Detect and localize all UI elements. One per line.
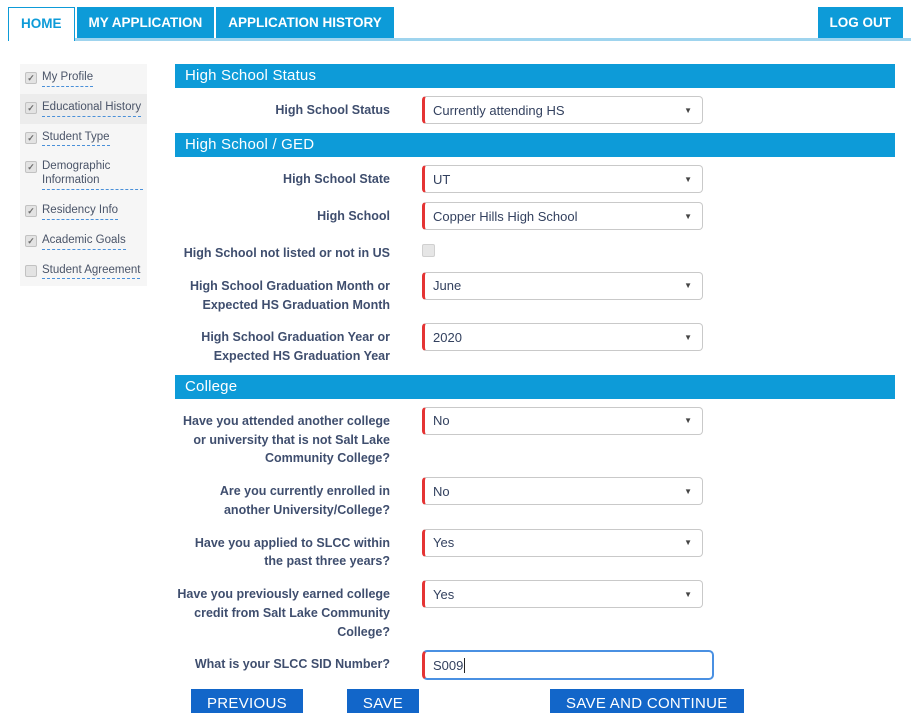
dropdown-arrow-icon: ▼: [684, 538, 692, 547]
select-value: 2020: [433, 329, 462, 345]
hs-not-listed-checkbox[interactable]: [422, 244, 435, 257]
sidebar-item-label: Student Agreement: [42, 264, 140, 280]
form-field-row: [175, 165, 895, 193]
save-button[interactable]: SAVE: [347, 689, 419, 713]
dropdown-arrow-icon: ▼: [684, 105, 692, 115]
select-value: Copper Hills High School: [433, 208, 578, 224]
tab-home[interactable]: HOME: [8, 7, 75, 41]
dropdown-arrow-icon: ▼: [684, 211, 692, 221]
form-field-row: [175, 477, 895, 520]
field-label: Have you applied to SLCC within the past three years?: [194, 535, 390, 569]
sidebar-item-label: My Profile: [42, 71, 93, 87]
field-label: High School: [317, 209, 390, 223]
attended-other-college-select[interactable]: [422, 407, 703, 435]
field-label: High School State: [283, 172, 390, 186]
checked-checkbox-icon: ✓: [25, 235, 37, 247]
section-header: High School Status: [175, 64, 895, 88]
application-form: [175, 64, 895, 713]
sidebar-item-my-profile[interactable]: [20, 64, 147, 94]
dropdown-arrow-icon: ▼: [684, 281, 692, 291]
field-label: Have you attended another college or university that is not Salt Lake Community College?: [183, 413, 390, 466]
select-value: June: [433, 278, 462, 294]
dropdown-arrow-icon: ▼: [684, 416, 692, 426]
previous-button[interactable]: PREVIOUS: [191, 689, 303, 713]
sidebar-item-demographic-information[interactable]: [20, 153, 147, 197]
sidebar-item-label: Student Type: [42, 131, 110, 147]
section-header: High School / GED: [175, 133, 895, 157]
high-school-select[interactable]: [422, 202, 703, 230]
high-school-state-select[interactable]: [422, 165, 703, 193]
dropdown-arrow-icon: ▼: [684, 486, 692, 496]
hs-graduation-year-select[interactable]: [422, 323, 703, 351]
field-label: High School Graduation Month or Expected HS Graduation Month: [190, 278, 390, 312]
field-label: Have you previously earned college credit from Salt Lake Community College?: [177, 587, 390, 639]
input-value: S009: [433, 657, 464, 673]
applied-slcc-past-three-years-select[interactable]: [422, 529, 703, 557]
select-value: No: [433, 483, 450, 499]
checked-checkbox-icon: ✓: [25, 102, 37, 114]
save-and-continue-button[interactable]: SAVE AND CONTINUE: [550, 689, 744, 713]
field-label: Are you currently enrolled in another University/College?: [219, 484, 390, 517]
field-label: High School Status: [275, 103, 390, 117]
select-value: Currently attending HS: [433, 102, 565, 118]
section-header: College: [175, 375, 895, 399]
checked-checkbox-icon: ✓: [25, 72, 37, 84]
text-caret: [464, 658, 465, 673]
form-field-row: [175, 529, 895, 572]
hs-graduation-month-select[interactable]: [422, 272, 703, 300]
tab-underline: [66, 38, 911, 41]
sidebar-item-residency-info[interactable]: [20, 197, 147, 227]
sidebar-item-label: Demographic Information: [42, 160, 143, 190]
sidebar-item-student-agreement[interactable]: [20, 257, 147, 287]
field-label: High School Graduation Year or Expected HS Graduation Year: [201, 330, 390, 363]
currently-enrolled-other-select[interactable]: [422, 477, 703, 505]
form-field-row: [175, 202, 895, 230]
form-field-row: [175, 272, 895, 315]
form-field-row: [175, 239, 895, 263]
dropdown-arrow-icon: ▼: [684, 589, 692, 599]
tab-application-history[interactable]: APPLICATION HISTORY: [216, 7, 394, 38]
high-school-status-select[interactable]: [422, 96, 703, 124]
field-label: High School not listed or not in US: [183, 246, 390, 260]
checked-checkbox-icon: ✓: [25, 205, 37, 217]
sidebar-item-label: Academic Goals: [42, 234, 126, 250]
dropdown-arrow-icon: ▼: [684, 332, 692, 342]
checked-checkbox-icon: ✓: [25, 132, 37, 144]
unchecked-checkbox-icon: [25, 265, 37, 277]
form-field-row: [175, 650, 895, 680]
tab-my-application[interactable]: MY APPLICATION: [77, 7, 215, 38]
slcc-sid-input[interactable]: [422, 650, 714, 680]
sidebar-item-educational-history[interactable]: [20, 94, 147, 124]
field-label: What is your SLCC SID Number?: [194, 657, 390, 672]
form-button-row: [175, 689, 895, 713]
logout-tab[interactable]: LOG OUT: [818, 7, 904, 38]
dropdown-arrow-icon: ▼: [684, 174, 692, 184]
previously-earned-credit-select[interactable]: [422, 580, 703, 608]
form-field-row: [175, 96, 895, 124]
sidebar: [20, 64, 147, 286]
sidebar-item-student-type[interactable]: [20, 124, 147, 154]
form-field-row: [175, 323, 895, 366]
sidebar-item-academic-goals[interactable]: [20, 227, 147, 257]
sidebar-item-label: Residency Info: [42, 204, 118, 220]
select-value: Yes: [433, 586, 455, 602]
checked-checkbox-icon: ✓: [25, 161, 37, 173]
select-value: UT: [433, 171, 451, 187]
select-value: Yes: [433, 535, 455, 550]
select-value: No: [433, 413, 450, 429]
form-field-row: [175, 407, 895, 468]
sidebar-item-label: Educational History: [42, 101, 141, 117]
form-field-row: [175, 580, 895, 641]
top-tab-bar: [0, 0, 911, 38]
